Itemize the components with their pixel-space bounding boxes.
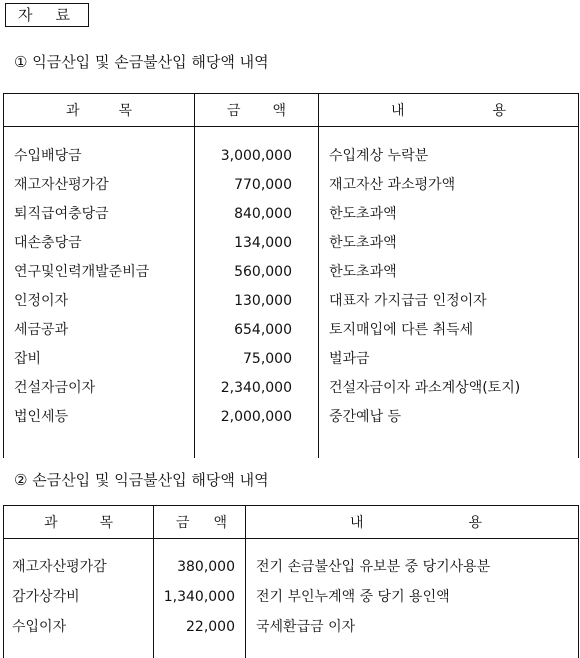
amount-cell: 75,000	[195, 345, 318, 374]
table-header-row	[4, 94, 579, 127]
subject-cell: 연구및인력개발준비금	[4, 258, 194, 287]
content-cell: 한도초과액	[319, 200, 578, 229]
amount-cell: 654,000	[195, 316, 318, 345]
section1-title: ① 익금산입 및 손금불산입 해당액 내역	[14, 51, 269, 72]
subject-cell: 세금공과	[4, 316, 194, 345]
header-content: 내 용	[246, 506, 579, 539]
amount-cell: 770,000	[195, 171, 318, 200]
content-cell: 대표자 가지급금 인정이자	[319, 287, 578, 316]
content-cell: 전기 부인누계액 중 당기 용인액	[246, 582, 578, 612]
table-body	[4, 127, 579, 459]
amount-cell: 560,000	[195, 258, 318, 287]
content-cell: 수입계상 누락분	[319, 142, 578, 171]
amount-cell: 2,340,000	[195, 374, 318, 403]
subject-cell: 법인세등	[4, 403, 194, 432]
table-header-row	[4, 506, 579, 539]
amount-cell: 130,000	[195, 287, 318, 316]
subject-cell: 재고자산평가감	[4, 552, 153, 582]
content-cell: 재고자산 과소평가액	[319, 171, 578, 200]
table-body	[4, 539, 579, 658]
income-inclusion-table	[3, 93, 579, 458]
amount-cell: 1,340,000	[154, 582, 245, 612]
reference-label: 자 료	[5, 3, 89, 27]
amount-cell: 3,000,000	[195, 142, 318, 171]
amount-cell: 840,000	[195, 200, 318, 229]
content-column	[246, 539, 579, 658]
subject-cell: 잡비	[4, 345, 194, 374]
content-cell: 토지매입에 다른 취득세	[319, 316, 578, 345]
expense-inclusion-table	[3, 505, 579, 658]
amount-column	[195, 127, 319, 459]
subject-cell: 대손충당금	[4, 229, 194, 258]
subject-cell: 인정이자	[4, 287, 194, 316]
content-cell: 건설자금이자 과소계상액(토지)	[319, 374, 578, 403]
subject-cell: 수입이자	[4, 612, 153, 642]
subject-column	[4, 127, 195, 459]
header-amount: 금 액	[154, 506, 246, 539]
content-cell: 중간예납 등	[319, 403, 578, 432]
amount-cell: 134,000	[195, 229, 318, 258]
content-cell: 전기 손금불산입 유보분 중 당기사용분	[246, 552, 578, 582]
subject-column	[4, 539, 154, 658]
amount-column	[154, 539, 246, 658]
section2-title: ② 손금산입 및 익금불산입 해당액 내역	[14, 469, 269, 490]
content-cell: 벌과금	[319, 345, 578, 374]
amount-cell: 380,000	[154, 552, 245, 582]
content-column	[319, 127, 579, 459]
header-content: 내 용	[319, 94, 579, 127]
subject-cell: 감가상각비	[4, 582, 153, 612]
header-subject: 과 목	[4, 506, 154, 539]
subject-cell: 건설자금이자	[4, 374, 194, 403]
content-cell: 국세환급금 이자	[246, 612, 578, 642]
amount-cell: 22,000	[154, 612, 245, 642]
content-cell: 한도초과액	[319, 258, 578, 287]
subject-cell: 재고자산평가감	[4, 171, 194, 200]
header-amount: 금 액	[195, 94, 319, 127]
subject-cell: 수입배당금	[4, 142, 194, 171]
amount-cell: 2,000,000	[195, 403, 318, 432]
content-cell: 한도초과액	[319, 229, 578, 258]
header-subject: 과 목	[4, 94, 195, 127]
subject-cell: 퇴직급여충당금	[4, 200, 194, 229]
